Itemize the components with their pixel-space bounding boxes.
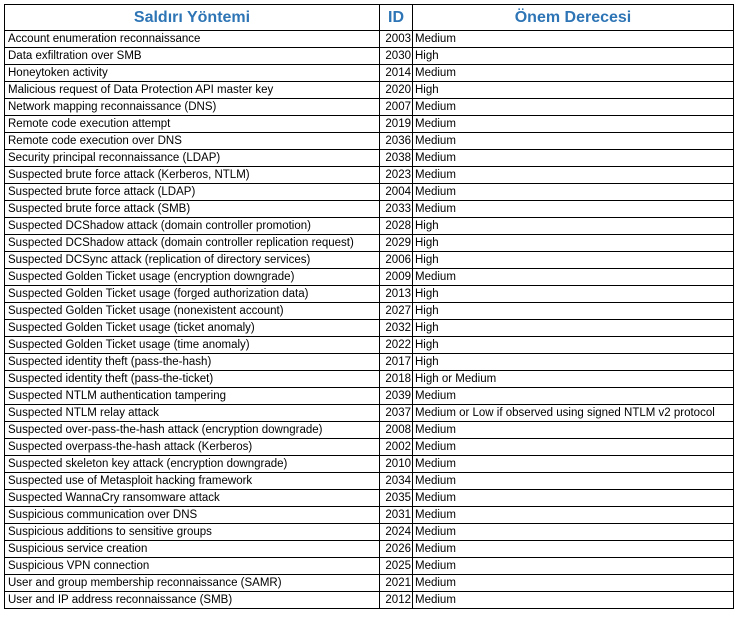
table-row — [5, 320, 734, 337]
table-row — [5, 31, 734, 48]
table-row — [5, 541, 734, 558]
cell-severity: High or Medium — [413, 371, 734, 388]
cell-method: Suspected overpass-the-hash attack (Kerberos) — [5, 439, 380, 456]
table-row — [5, 303, 734, 320]
cell-method: Suspected Golden Ticket usage (encryption downgrade) — [5, 269, 380, 286]
cell-severity: High — [413, 354, 734, 371]
cell-id: 2018 — [380, 371, 413, 388]
cell-severity: Medium — [413, 201, 734, 218]
table-row — [5, 524, 734, 541]
cell-severity: Medium — [413, 541, 734, 558]
table-row — [5, 439, 734, 456]
cell-id: 2024 — [380, 524, 413, 541]
cell-id: 2029 — [380, 235, 413, 252]
table-row — [5, 218, 734, 235]
cell-severity: Medium — [413, 592, 734, 609]
cell-severity: Medium — [413, 524, 734, 541]
table-row — [5, 65, 734, 82]
cell-method: Suspected identity theft (pass-the-hash) — [5, 354, 380, 371]
cell-id: 2010 — [380, 456, 413, 473]
cell-id: 2033 — [380, 201, 413, 218]
cell-severity: Medium — [413, 269, 734, 286]
table-row — [5, 507, 734, 524]
cell-method: User and group membership reconnaissance (SAMR) — [5, 575, 380, 592]
cell-severity: Medium — [413, 507, 734, 524]
cell-id: 2023 — [380, 167, 413, 184]
cell-id: 2027 — [380, 303, 413, 320]
cell-severity: Medium or Low if observed using signed NTLM v2 protocol — [413, 405, 734, 422]
table-row — [5, 371, 734, 388]
table-row — [5, 133, 734, 150]
cell-id: 2022 — [380, 337, 413, 354]
cell-severity: Medium — [413, 150, 734, 167]
cell-id: 2006 — [380, 252, 413, 269]
cell-method: Suspected over-pass-the-hash attack (encryption downgrade) — [5, 422, 380, 439]
cell-severity: High — [413, 235, 734, 252]
table-row — [5, 184, 734, 201]
cell-severity: High — [413, 48, 734, 65]
cell-severity: Medium — [413, 490, 734, 507]
table-row — [5, 405, 734, 422]
cell-method: Remote code execution over DNS — [5, 133, 380, 150]
cell-severity: Medium — [413, 388, 734, 405]
cell-method: Suspicious additions to sensitive groups — [5, 524, 380, 541]
cell-id: 2038 — [380, 150, 413, 167]
table-row — [5, 235, 734, 252]
cell-method: Security principal reconnaissance (LDAP) — [5, 150, 380, 167]
cell-method: Suspected Golden Ticket usage (ticket anomaly) — [5, 320, 380, 337]
table-row — [5, 592, 734, 609]
cell-id: 2013 — [380, 286, 413, 303]
cell-method: Suspected brute force attack (LDAP) — [5, 184, 380, 201]
header-id: ID — [380, 5, 413, 31]
cell-id: 2020 — [380, 82, 413, 99]
cell-severity: Medium — [413, 456, 734, 473]
cell-id: 2035 — [380, 490, 413, 507]
cell-id: 2031 — [380, 507, 413, 524]
cell-method: Suspected WannaCry ransomware attack — [5, 490, 380, 507]
table-row — [5, 558, 734, 575]
cell-id: 2025 — [380, 558, 413, 575]
header-severity: Önem Derecesi — [413, 5, 734, 31]
attack-methods-table — [4, 4, 734, 609]
cell-id: 2003 — [380, 31, 413, 48]
table-row — [5, 337, 734, 354]
cell-severity: Medium — [413, 65, 734, 82]
cell-method: Suspected DCShadow attack (domain controller replication request) — [5, 235, 380, 252]
cell-severity: Medium — [413, 99, 734, 116]
cell-id: 2004 — [380, 184, 413, 201]
cell-id: 2036 — [380, 133, 413, 150]
table-row — [5, 354, 734, 371]
cell-id: 2028 — [380, 218, 413, 235]
cell-severity: Medium — [413, 558, 734, 575]
cell-id: 2032 — [380, 320, 413, 337]
cell-method: Suspected DCShadow attack (domain controller promotion) — [5, 218, 380, 235]
table-row — [5, 388, 734, 405]
cell-method: Network mapping reconnaissance (DNS) — [5, 99, 380, 116]
cell-method: Suspected Golden Ticket usage (forged authorization data) — [5, 286, 380, 303]
header-method: Saldırı Yöntemi — [5, 5, 380, 31]
cell-method: Suspicious communication over DNS — [5, 507, 380, 524]
table-row — [5, 150, 734, 167]
cell-id: 2008 — [380, 422, 413, 439]
cell-method: Suspicious service creation — [5, 541, 380, 558]
cell-severity: Medium — [413, 116, 734, 133]
attack-table-container — [4, 4, 734, 609]
cell-severity: Medium — [413, 133, 734, 150]
cell-method: Honeytoken activity — [5, 65, 380, 82]
cell-method: Malicious request of Data Protection API master key — [5, 82, 380, 99]
cell-id: 2017 — [380, 354, 413, 371]
table-row — [5, 286, 734, 303]
cell-id: 2002 — [380, 439, 413, 456]
table-row — [5, 201, 734, 218]
cell-severity: High — [413, 303, 734, 320]
table-row — [5, 167, 734, 184]
cell-severity: High — [413, 252, 734, 269]
cell-id: 2014 — [380, 65, 413, 82]
table-row — [5, 422, 734, 439]
cell-id: 2030 — [380, 48, 413, 65]
cell-method: Suspected NTLM authentication tampering — [5, 388, 380, 405]
cell-severity: High — [413, 286, 734, 303]
table-row — [5, 48, 734, 65]
cell-severity: High — [413, 82, 734, 99]
cell-method: Suspected Golden Ticket usage (time anomaly) — [5, 337, 380, 354]
cell-severity: Medium — [413, 439, 734, 456]
table-row — [5, 116, 734, 133]
cell-severity: High — [413, 337, 734, 354]
cell-severity: Medium — [413, 31, 734, 48]
cell-severity: Medium — [413, 575, 734, 592]
cell-id: 2009 — [380, 269, 413, 286]
cell-severity: Medium — [413, 473, 734, 490]
cell-method: Suspected NTLM relay attack — [5, 405, 380, 422]
cell-method: Suspected brute force attack (Kerberos, NTLM) — [5, 167, 380, 184]
cell-method: Account enumeration reconnaissance — [5, 31, 380, 48]
table-row — [5, 82, 734, 99]
cell-method: Suspected Golden Ticket usage (nonexistent account) — [5, 303, 380, 320]
table-row — [5, 473, 734, 490]
cell-id: 2034 — [380, 473, 413, 490]
cell-severity: Medium — [413, 167, 734, 184]
cell-id: 2039 — [380, 388, 413, 405]
table-body — [5, 31, 734, 609]
table-row — [5, 575, 734, 592]
table-row — [5, 456, 734, 473]
table-row — [5, 99, 734, 116]
cell-method: User and IP address reconnaissance (SMB) — [5, 592, 380, 609]
header-row — [5, 5, 734, 31]
table-row — [5, 490, 734, 507]
cell-id: 2007 — [380, 99, 413, 116]
cell-method: Data exfiltration over SMB — [5, 48, 380, 65]
cell-id: 2019 — [380, 116, 413, 133]
cell-severity: High — [413, 218, 734, 235]
table-row — [5, 252, 734, 269]
cell-method: Suspected brute force attack (SMB) — [5, 201, 380, 218]
cell-id: 2012 — [380, 592, 413, 609]
cell-method: Remote code execution attempt — [5, 116, 380, 133]
cell-method: Suspected DCSync attack (replication of directory services) — [5, 252, 380, 269]
cell-severity: High — [413, 320, 734, 337]
cell-id: 2026 — [380, 541, 413, 558]
table-row — [5, 269, 734, 286]
cell-id: 2021 — [380, 575, 413, 592]
cell-id: 2037 — [380, 405, 413, 422]
cell-severity: Medium — [413, 184, 734, 201]
cell-method: Suspected use of Metasploit hacking framework — [5, 473, 380, 490]
cell-method: Suspicious VPN connection — [5, 558, 380, 575]
cell-severity: Medium — [413, 422, 734, 439]
cell-method: Suspected identity theft (pass-the-ticket) — [5, 371, 380, 388]
cell-method: Suspected skeleton key attack (encryption downgrade) — [5, 456, 380, 473]
